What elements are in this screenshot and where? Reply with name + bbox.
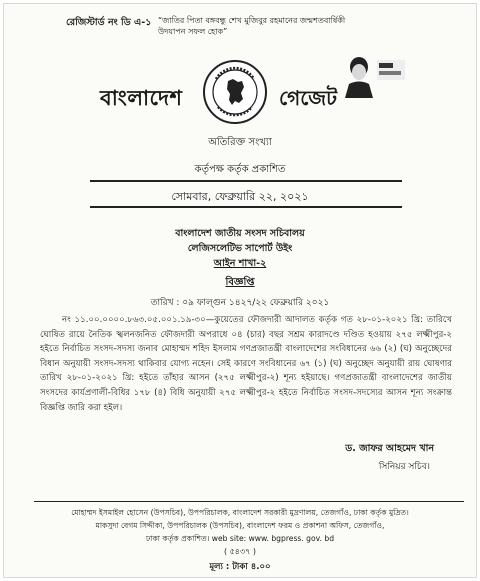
secretariat-name: বাংলাদেশ জাতীয় সংসদ সচিবালয় — [175, 228, 305, 239]
publisher-credit: মাকসুদা বেগম সিদ্দীকা, উপপরিচালক (উপসচিব), বাংলাদেশ ফরম ও প্রকাশনা অফিস, তেজগাঁও, — [95, 521, 385, 530]
extra-issue-label: অতিরিক্ত সংখ্যা — [208, 137, 272, 148]
registered-number: রেজিস্টার্ড নং ডি এ-১ — [66, 17, 152, 28]
published-by-label: কর্তৃপক্ষ কর্তৃক প্রকাশিত — [194, 164, 286, 175]
branch-name: আইন শাখা-২ — [213, 258, 267, 269]
signatory-title: সিনিয়র সচিব। — [378, 462, 430, 472]
wing-name: লেজিসলেটিভ সাপোর্ট উইং — [187, 243, 293, 254]
printer-credit: মোহাম্মদ ইসমাইল হোসেন (উপসচিব), উপপরিচালক, বাংলাদেশ সরকারী মুদ্রণালয়, তেজগাঁও, ঢাকা কর্তৃক মুদ্রিত। — [71, 508, 409, 517]
notice-body: নং ১১.০০.০০০০.৮৬৩.০৫.০০১.১৯-৩০—কুয়েতের ফৌজদারী আদালত কর্তৃক গত ২৮-০১-২০২১ খ্রি: তারিখে ঘোষিত রায়ে নৈতিক স্খলনজনিত ফৌজদারী অপরাধে ০৪ (চার) বছর সশ্রম কারাদণ্ডে দণ্ডিত হওয়ায় ২৭৫ লক্ষ্মীপুর-২ হইতে নির্বাচিত সংসদ-সদস্য জনাব মোহাম্মদ শহিদ ইসলাম গণপ্রজাতন্ত্রী বাংলাদেশের সংবিধানের ৬৬ (২) (ঘ) অনুচ্ছেদের বিধান অনুযায়ী সংসদ-সদস্য থাকিবার যোগ্য নহেন। সেই কারণে সংবিধানের ৬৭ (১) (ঘ) অনুচ্ছেদ অনুযায়ী রায় ঘোষণার তারিখ ২৮-০১-২০২১ খ্রি: হইতে তাঁহার আসন (২৭৫ লক্ষ্মীপুর-২) শূন্য হইয়াছে। গণপ্রজাতন্ত্রী বাংলাদেশের জাতীয় সংসদের কার্যপ্রণালী-বিধির ১৭৮ (৪) বিধি অনুযায়ী ২৭৫ লক্ষ্মীপুর-২ হইতে নির্বাচিত সংসদ-সদস্যের আসন শূন্য সংক্রান্ত বিজ্ঞপ্তি জারি করা হইল। — [40, 315, 452, 413]
mujib-borsho-portrait-icon — [339, 52, 409, 98]
publisher-website: ঢাকা কর্তৃক প্রকাশিত। web site: www. bgpress. gov. bd — [145, 534, 335, 543]
issue-date: সোমবার, ফেব্রুয়ারি ২২, ২০২১ — [171, 190, 309, 203]
notice-heading: বিজ্ঞপ্তি — [225, 277, 255, 288]
masthead-bottom-rule — [90, 206, 402, 208]
gazette-title-bangladesh: বাংলাদেশ — [100, 86, 183, 110]
signatory-name: ড. জাফর আহমেদ খান — [345, 443, 434, 454]
gazette-title-gazette: গেজেট — [279, 86, 338, 110]
notice-date: তারিখ : ০৯ ফাল্গুন ১৪২৭/২২ ফেব্রুয়ারি ২০২১ — [150, 298, 330, 308]
masthead-top-rule — [90, 180, 402, 182]
centenary-slogan: “জাতির পিতা বঙ্গবন্ধু শেখ মুজিবুর রহমানের জন্মশতবার্ষিকী উদযাপন সফল হোক” — [158, 16, 346, 36]
footer-rule — [34, 501, 464, 502]
government-seal-icon — [202, 59, 268, 125]
price-label: মূল্য : টাকা ৪.০০ — [209, 562, 271, 572]
page-number: ( ৫৪৩৭ ) — [223, 547, 257, 556]
gazette-page — [3, 3, 477, 578]
